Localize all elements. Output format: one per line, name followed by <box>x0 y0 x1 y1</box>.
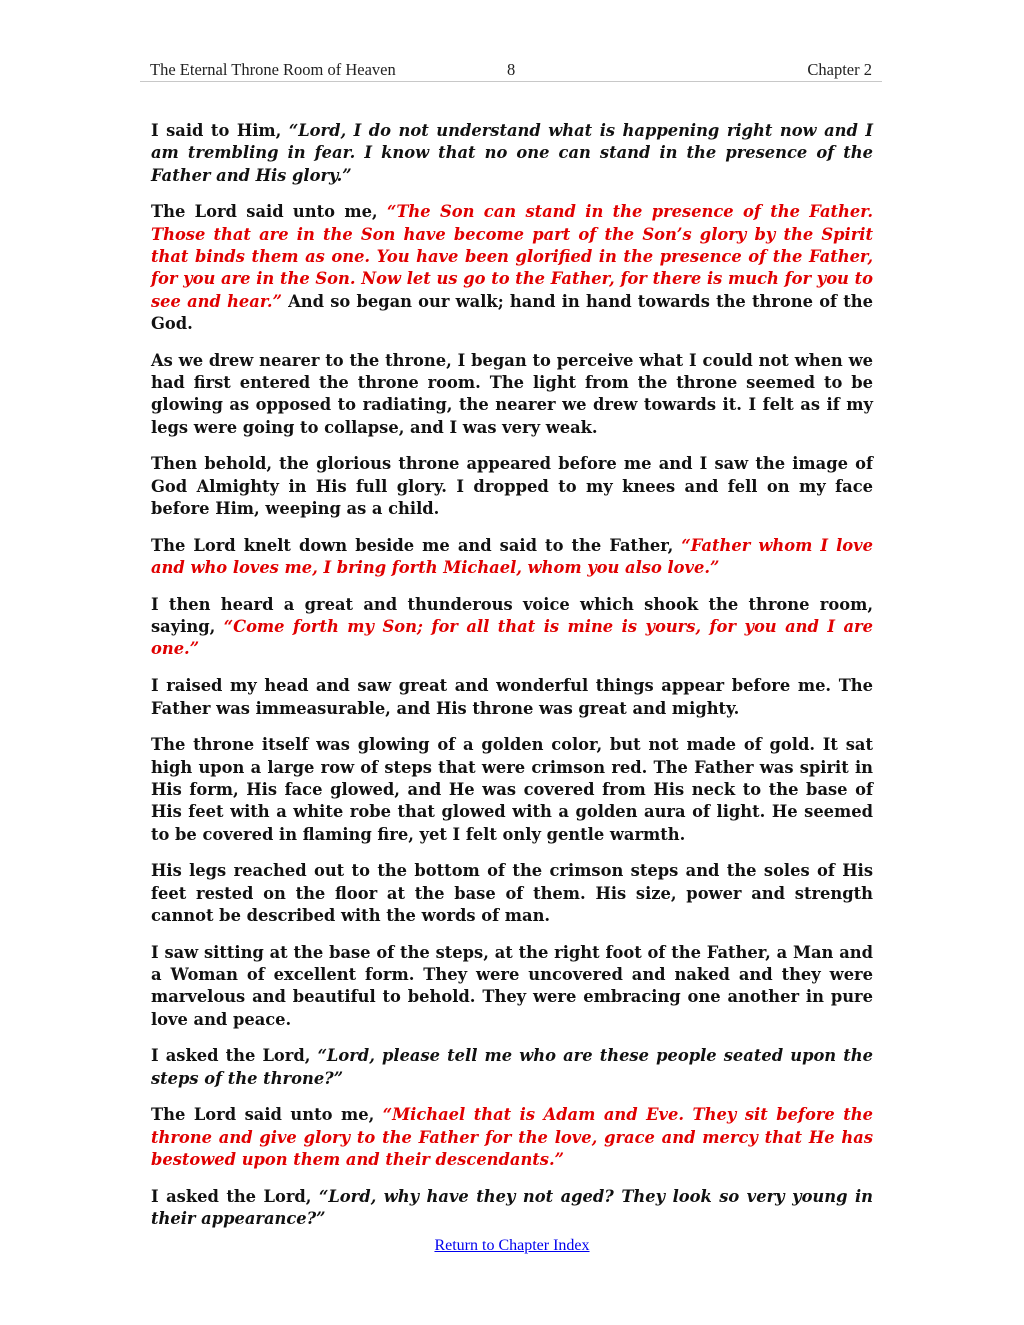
narrative-text: I asked the Lord, <box>151 1046 318 1066</box>
running-header <box>150 60 872 82</box>
narrative-text: The throne itself was glowing of a golden color, but not made of gold. It sat high upon a large row of steps that were crimson red. The Father was spirit in His form, His face glowed, and He was covered from His neck to the base of His feet with a white robe that glowed with a golden aura of light. He seemed to be covered in flaming fire, yet I felt only gentle warmth. <box>151 735 873 844</box>
quoted-speech: “Lord, please tell me who are these people seated upon the steps of the throne?” <box>151 1046 874 1088</box>
body-paragraph <box>151 594 873 661</box>
body-paragraph <box>151 675 873 720</box>
body-paragraph <box>151 120 873 187</box>
spoken-words-of-the-lord: “Father whom I love and who loves me, I bring forth Michael, whom you also love.” <box>151 535 873 578</box>
body-paragraph <box>151 1045 873 1090</box>
narrative-text: The Lord said unto me, <box>151 202 387 222</box>
body-paragraph <box>151 535 873 580</box>
header-chapter: Chapter 2 <box>807 60 872 79</box>
body-paragraph <box>151 453 873 520</box>
body-paragraph <box>151 350 873 439</box>
narrative-text: I raised my head and saw great and wonderful things appear before me. The Father was immeasurable, and His throne was great and mighty. <box>151 676 873 718</box>
quoted-speech: “Lord, why have they not aged? They look so very young in their appearance?” <box>151 1186 873 1229</box>
return-to-chapter-index-link[interactable]: Return to Chapter Index <box>434 1237 590 1254</box>
body-text <box>151 120 873 1245</box>
narrative-text: I asked the Lord, <box>151 1186 319 1206</box>
narrative-text: I said to Him, <box>151 121 289 140</box>
header-page-number: 8 <box>507 60 516 79</box>
header-book-title: The Eternal Throne Room of Heaven <box>150 60 396 79</box>
narrative-text: The Lord said unto me, <box>151 1105 383 1125</box>
footer <box>0 1237 1024 1255</box>
spoken-words-of-the-lord: “Michael that is Adam and Eve. They sit before the throne and give glory to the Father for the love, grace and mercy that He has bestowed upon them and their descendants.” <box>151 1105 874 1170</box>
narrative-text: His legs reached out to the bottom of the crimson steps and the soles of His feet rested on the floor at the base of them. His size, power and strength cannot be described with the words of man. <box>151 861 873 925</box>
spoken-words-of-the-lord: “The Son can stand in the presence of the Father. Those that are in the Son have become part of the Son’s glory by the Spirit that binds them as one. You have been glorified in the presence of the Father, for you are in the Son. Now let us go to the Father, for there is much for you to see and hear.” <box>151 202 873 311</box>
body-paragraph <box>151 942 873 1031</box>
body-paragraph <box>151 860 873 927</box>
header-divider <box>140 81 882 82</box>
body-paragraph <box>151 734 873 845</box>
spoken-words-of-the-lord: “Come forth my Son; for all that is mine is yours, for you and I are one.” <box>151 617 873 659</box>
body-paragraph <box>151 201 873 335</box>
quoted-speech: “Lord, I do not understand what is happening right now and I am trembling in fear. I know that no one can stand in the presence of the Father and His glory.” <box>151 121 873 185</box>
narrative-text: I then heard a great and thunderous voice which shook the throne room, saying, <box>151 594 873 637</box>
narrative-text: I saw sitting at the base of the steps, at the right foot of the Father, a Man and a Woman of excellent form. They were uncovered and naked and they were marvelous and beautiful to behold. They were embracing one another in pure love and peace. <box>151 942 873 1029</box>
narrative-text: And so began our walk; hand in hand towards the throne of the God. <box>151 291 873 333</box>
narrative-text: As we drew nearer to the throne, I began to perceive what I could not when we had first entered the throne room. The light from the throne seemed to be glowing as opposed to radiating, the nearer we drew towards it. I felt as if my legs were going to collapse, and I was very weak. <box>151 350 873 437</box>
body-paragraph <box>151 1104 873 1171</box>
narrative-text: Then behold, the glorious throne appeared before me and I saw the image of God Almighty in His full glory. I dropped to my knees and fell on my face before Him, weeping as a child. <box>151 454 873 518</box>
narrative-text: The Lord knelt down beside me and said to the Father, <box>151 535 682 555</box>
body-paragraph <box>151 1186 873 1231</box>
